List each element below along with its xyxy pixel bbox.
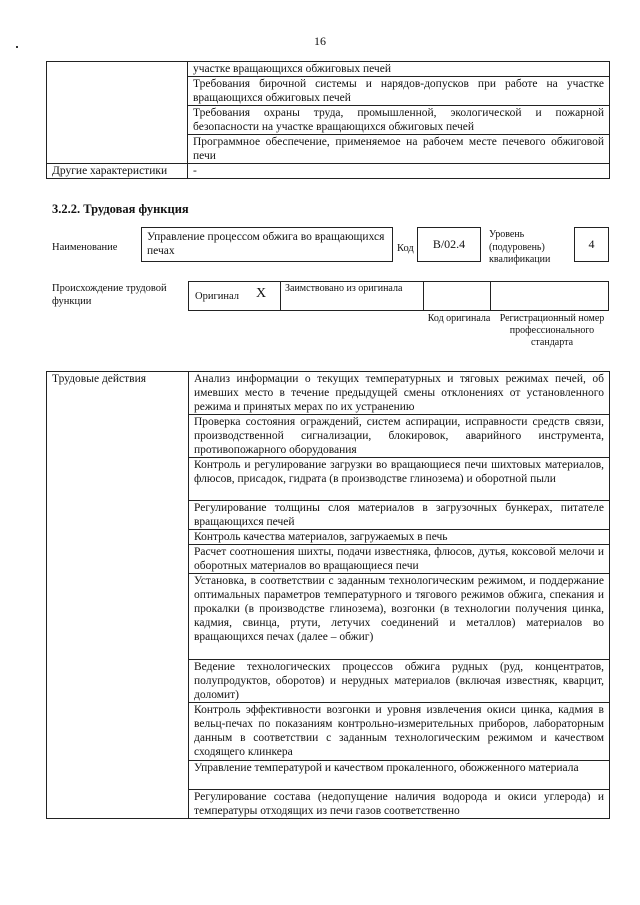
divider xyxy=(490,282,491,310)
action-item: Проверка состояния ограждений, систем аспирации, исправности средств связи, производственной сигнализации, блокировок, аварийного инструмента, противопожарного оборудования xyxy=(189,415,610,458)
borrowed-label: Заимствовано из оригинала xyxy=(285,283,403,294)
row-text: Требования бирочной системы и нарядов-допусков при работе на участке вращающихся обжиговых печей xyxy=(188,77,610,106)
action-item: Регулирование толщины слоя материалов в загрузочных бункерах, питателе вращающихся печей xyxy=(189,501,610,530)
action-item: Контроль качества материалов, загружаемых в печь xyxy=(189,530,610,545)
action-item: Ведение технологических процессов обжига рудных (руд, концентратов, полупродуктов, оборотов) и нерудных материалов (включая известняк, кварцит, доломит) xyxy=(189,660,610,703)
code-box xyxy=(417,227,481,262)
scan-dot xyxy=(16,46,18,48)
table-row xyxy=(47,62,610,77)
row-label xyxy=(47,62,188,164)
divider xyxy=(423,282,424,310)
action-item: Анализ информации о текущих температурных и тяговых режимах печей, об имевших место в течение предыдущей смены отклонениях от установленного режима и принятых мерах по их устранению xyxy=(189,372,610,415)
original-label: Оригинал xyxy=(195,291,239,302)
divider xyxy=(280,282,281,310)
action-item: Установка, в соответствии с заданным технологическим режимом, и поддержание оптимальных параметров температурного и тягового режимов обжига, спекания и прокалки (в производстве глинозема), возгонки (в технологии получения цинка, кадмия, свинца, ртути, летучих соединений и металлов) материалов во вращающихся печах (далее – обжиг) xyxy=(189,574,610,660)
row-text: участке вращающихся обжиговых печей xyxy=(188,62,610,77)
row-label: Другие характеристики xyxy=(47,164,188,179)
row-text: Требования охраны труда, промышленной, экологической и пожарной безопасности на участке вращающихся обжиговых печей xyxy=(188,106,610,135)
action-item: Контроль эффективности возгонки и уровня извлечения окиси цинка, кадмия в вельц-печах по показаниям контрольно-измерительных приборов, лабораторным данным в соответствии с заданным технологическим режимом и качеством сходящего клинкера xyxy=(189,703,610,761)
action-item: Управление температурой и качеством прокаленного, обожженного материала xyxy=(189,761,610,790)
action-item: Расчет соотношения шихты, подачи известняка, флюсов, дутья, коксовой мелочи и оборотных материалов во вращающиеся печи xyxy=(189,545,610,574)
origin-box xyxy=(188,281,609,311)
knowledge-table xyxy=(46,61,610,179)
code-value: В/02.4 xyxy=(432,237,466,251)
table-row xyxy=(47,372,610,415)
row-label: Трудовые действия xyxy=(47,372,189,819)
function-name-box xyxy=(141,227,393,262)
origin-label: Происхождение трудовой функции xyxy=(52,283,167,307)
level-value: 4 xyxy=(588,237,595,251)
level-box xyxy=(574,227,609,262)
page-number: 16 xyxy=(314,34,326,48)
section-title: 3.2.2. Трудовая функция xyxy=(52,202,189,216)
action-item: Контроль и регулирование загрузки во вращающиеся печи шихтовых материалов, флюсов, присадок, гидрата (в производстве глинозема) и оборотной пыли xyxy=(189,458,610,501)
actions-table xyxy=(46,371,610,819)
code-caption: Код оригинала xyxy=(427,313,491,324)
row-text: - xyxy=(188,164,610,179)
code-label: Код xyxy=(397,243,414,254)
table-row xyxy=(47,164,610,179)
reg-caption: Регистрационный номер профессионального стандарта xyxy=(499,313,605,348)
original-mark: X xyxy=(256,286,267,301)
row-text: Программное обеспечение, применяемое на рабочем месте печевого обжиговой печи xyxy=(188,135,610,164)
level-label: Уровень (подуровень) квалификации xyxy=(489,229,551,265)
name-label: Наименование xyxy=(52,242,118,253)
function-name: Управление процессом обжига во вращающихся печах xyxy=(147,231,385,257)
action-item: Регулирование состава (недопущение наличия водорода и окиси углерода) и температуры отходящих из печи газов соответственно xyxy=(189,790,610,819)
